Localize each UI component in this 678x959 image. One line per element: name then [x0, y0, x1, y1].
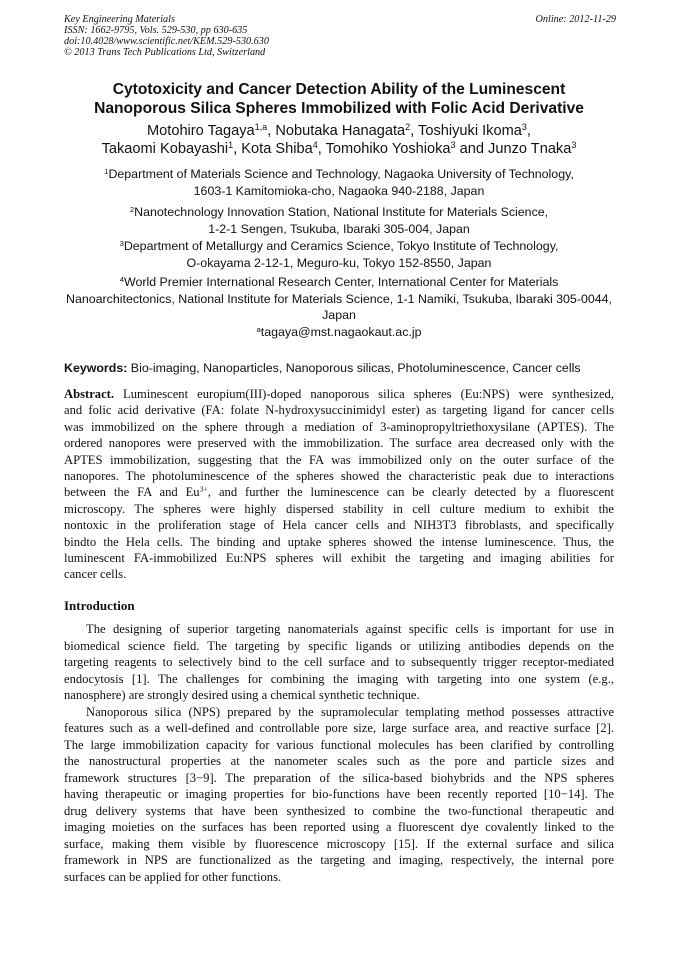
author-list [30, 122, 648, 158]
keywords-text: Bio-imaging, Nanoparticles, Nanoporous silicas, Photoluminescence, Cancer cells [127, 361, 581, 375]
intro-line: biomedical science field. The targeting by specific ligands or utilizing antibodies depends on the [64, 638, 614, 653]
section-heading: Introduction [64, 598, 135, 613]
author-name: , Tomohiko Yoshioka [317, 141, 451, 157]
abstract-line: APTES immobilization, suggesting that the FA was immobilized only on the outer surface of the [64, 452, 614, 467]
intro-line: Nanoporous silica (NPS) prepared by the supramolecular templating method possesses attractive [86, 704, 614, 719]
author-affil-sup: 3 [521, 122, 527, 133]
abstract-text: Luminescent europium(III)-doped nanoporous silica spheres (Eu:NPS) were synthesized, [114, 387, 614, 401]
affiliation-sup: 1 [104, 166, 109, 176]
title-line-2: Nanoporous Silica Spheres Immobilized with Folic Acid Derivative [94, 100, 584, 117]
online-date: Online: 2012-11-29 [535, 14, 616, 25]
introduction-body [64, 621, 614, 885]
abstract [64, 386, 614, 583]
affiliation-sup: 3 [119, 238, 124, 248]
author-separator: , [526, 123, 531, 139]
affiliation-country: Japan [322, 308, 356, 322]
abstract-line: nontoxic in the proliferation stage of Hela cancer cells and NIH3T3 fibroblasts, and specifically [64, 518, 614, 533]
email-sup: a [256, 324, 261, 334]
author-affil-sup: 4 [312, 140, 318, 151]
intro-line: having therapeutic or imaging properties for bio-functions have been recently reported [10−14]. The [64, 787, 614, 801]
intro-line: drug delivery systems that have been synthesized to combine the two-functional therapeutic and [64, 803, 614, 818]
abstract-line [64, 386, 614, 402]
author-affil-sup: 3 [450, 140, 456, 151]
abstract-line: microscopy. The spheres were highly dispersed stability in cell culture medium to exhibit the [64, 501, 614, 516]
author-line-2 [30, 140, 648, 158]
intro-line: endocytosis [1]. The challenges for combining the imaging with targeting into one system (e.g., [64, 671, 614, 686]
intro-line: imaging moieties on the surfaces has been reported using a fluorescent dye covalently linked to the [64, 820, 614, 834]
abstract-text: between the FA and Eu [64, 485, 200, 500]
affiliation-sup: 2 [129, 204, 135, 214]
intro-line: the nanostructural properties at the nanometer scales such as the pore and particle sizes and [64, 754, 614, 768]
author-affil-sup: 1,a [254, 122, 268, 133]
intro-line: surfaces can be applied for other functions. [64, 869, 282, 884]
affiliation-text: Department of Metallurgy and Ceramics Science, Tokyo Institute of Technology, [123, 239, 559, 253]
copyright-line: © 2013 Trans Tech Publications Ltd, Switzerland [64, 47, 266, 58]
abstract-line [64, 484, 614, 500]
keywords-label: Keywords: [64, 361, 128, 375]
keywords [64, 360, 624, 376]
author-name: , Nobutaka Hanagata [267, 123, 406, 139]
intro-line: framework in NPS are functionalized as the targeting and imaging, respectively, the internal pore [64, 853, 614, 867]
doi-line: doi:10.4028/www.scientific.net/KEM.529-530.630 [64, 36, 269, 47]
affiliation-line [40, 274, 638, 291]
author-affil-sup: 3 [571, 140, 577, 151]
affiliation-address: 1603-1 Kamitomioka-cho, Nagaoka 940-2188, Japan [193, 183, 485, 198]
affiliation-4 [40, 274, 638, 324]
affiliation-line [40, 166, 638, 183]
author-name: Takaomi Kobayashi [101, 141, 229, 157]
abstract-line: and folic acid derivative (FA: folate N-hydroxysuccinimidyl ester) as targeting ligand for cancer cells [64, 403, 614, 418]
intro-line: The designing of superior targeting nanomaterials against specific cells is important for use in [86, 622, 614, 636]
abstract-line: nanopores. The photoluminescence of the spheres showed the characteristic peak due to interactions [64, 468, 614, 483]
author-affil-sup: 1 [228, 140, 234, 151]
abstract-line: was immobilized on the sphere through a mediation of 3-aminopropyltriethoxysilane (APTES). The [64, 419, 614, 434]
intro-line: features such as a well-defined and controllable pore size, large surface area, and reactive surface [2]. [64, 721, 614, 735]
author-name: Motohiro Tagaya [147, 123, 255, 139]
intro-line: surface, making them visible by fluorescence microscopy [15]. If the external surface and silica [64, 836, 614, 851]
affiliation-2 [40, 204, 638, 237]
author-name: and Junzo Tnaka [455, 141, 572, 157]
affiliation-text: Nanotechnology Innovation Station, National Institute for Materials Science, [134, 205, 549, 219]
abstract-text: , and further the luminescence can be clearly detected by a fluorescent [207, 485, 615, 500]
abstract-line: bindto the Hela cells. The binding and uptake spheres showed the intense luminescence. Thus, the [64, 534, 614, 549]
author-name: , Toshiyuki Ikoma [410, 123, 522, 139]
affiliation-address: 1-2-1 Sengen, Tsukuba, Ibaraki 305-004, Japan [208, 221, 470, 236]
journal-header [64, 14, 616, 58]
title-line-1: Cytotoxicity and Cancer Detection Ability of the Luminescent [112, 81, 566, 98]
abstract-line: ordered nanopores were preserved with the immobilization. The surface area decreased only with the [64, 436, 614, 451]
abstract-line: cancer cells. [64, 567, 127, 582]
eu-charge-sup: 3+ [199, 485, 208, 495]
intro-line: targeting reagents to selectively bind to the cell surface and to subsequently trigger receptor-mediated [64, 655, 614, 669]
intro-line: nanosphere) are strongly desired using a chemical synthetic technique. [64, 688, 420, 702]
affiliation-line [40, 238, 638, 255]
author-line-1 [30, 122, 648, 140]
affiliation-address: O-okayama 2-12-1, Meguro-ku, Tokyo 152-8550, Japan [186, 255, 492, 270]
abstract-line: luminescent FA-immobilized Eu:NPS spheres will exhibit the targeting and imaging abilities for [64, 550, 614, 565]
issn-line: ISSN: 1662-9795, Vols. 529-530, pp 630-635 [64, 25, 248, 36]
affiliation-sup: 4 [119, 274, 124, 284]
author-affil-sup: 2 [405, 122, 411, 133]
author-name: , Kota Shiba [233, 141, 313, 157]
abstract-label: Abstract. [64, 387, 115, 401]
intro-line: framework structures [3−9]. The preparation of the silica-based biohybrids and the NPS spheres [64, 770, 614, 785]
email-address[interactable]: tagaya@mst.nagaokaut.ac.jp [260, 325, 422, 339]
affiliation-address: Nanoarchitectonics, National Institute for Materials Science, 1-1 Namiki, Tsukuba, Ibaraki 305-0044, [66, 291, 612, 306]
journal-name: Key Engineering Materials [64, 14, 175, 25]
affiliation-text: World Premier International Research Center, International Center for Materials [123, 275, 559, 289]
affiliation-3 [40, 238, 638, 271]
intro-line: The large immobilization capacity for various functional molecules has been clarified by controlling [64, 737, 614, 752]
affiliation-1 [40, 166, 638, 199]
affiliation-text: Department of Materials Science and Technology, Nagaoka University of Technology, [108, 167, 574, 181]
corresponding-email [40, 324, 638, 340]
paper-title [40, 80, 638, 118]
affiliation-line [40, 204, 638, 221]
